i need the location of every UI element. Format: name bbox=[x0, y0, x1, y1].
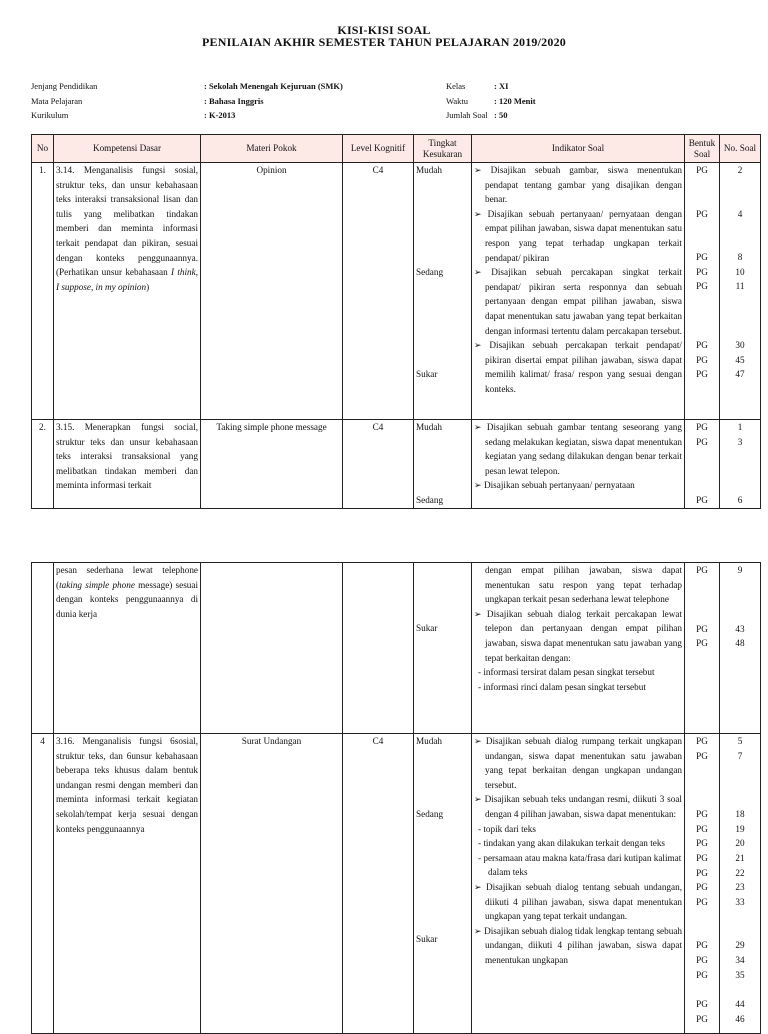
difficulty-label: Sedang bbox=[416, 267, 444, 277]
info-left-labels bbox=[31, 79, 97, 123]
question-number: 33 bbox=[735, 896, 745, 907]
indicator-item: ➢ Disajikan sebuah pertanyaan/ pernyataan dengan empat pilihan jawaban, siswa dapat menentukan satu respon yang tepat terhadap ungkapan terkait pendapat/ pikiran bbox=[474, 208, 682, 263]
pg-label: PG bbox=[696, 565, 708, 575]
question-number: 47 bbox=[735, 369, 745, 380]
indicator-subitem: - topik dari teks bbox=[478, 823, 536, 834]
row-number: 2. bbox=[32, 420, 54, 509]
question-number: 44 bbox=[735, 999, 745, 1010]
pg-label: PG bbox=[696, 339, 708, 350]
header-materi: Materi Pokok bbox=[201, 135, 343, 163]
nomor-soal bbox=[720, 420, 761, 509]
question-number: 22 bbox=[735, 867, 745, 878]
bentuk-soal bbox=[685, 734, 720, 1034]
pg-label: PG bbox=[696, 354, 708, 365]
pg-label: PG bbox=[696, 882, 708, 893]
level-kognitif: C4 bbox=[343, 163, 414, 420]
indicator-item: ➢ Disajikan sebuah teks undangan resmi, diikuti 3 soal dengan 4 pilihan jawaban, siswa dapat menentukan: bbox=[474, 794, 682, 819]
bentuk-soal bbox=[685, 163, 720, 420]
pg-label: PG bbox=[696, 208, 708, 219]
materi-pokok: Taking simple phone message bbox=[201, 420, 343, 509]
question-number: 10 bbox=[735, 266, 745, 277]
table-row bbox=[32, 563, 761, 734]
nomor-soal bbox=[720, 734, 761, 1034]
bentuk-soal bbox=[685, 563, 720, 734]
kd-italic: taking simple phone bbox=[59, 579, 135, 590]
row-number-empty bbox=[32, 563, 54, 734]
info-right-values bbox=[494, 79, 536, 123]
indicator-item: ➢ Disajikan sebuah percakapan terkait pendapat/ pikiran disertai empat pilihan jawaban, siswa dapat memilih kalimat/ frasa/ respon yang sesuai dengan konteks. bbox=[474, 340, 682, 394]
header-tingkat: Tingkat Kesukaran bbox=[414, 135, 472, 163]
indicator-item: ➢ Disajikan sebuah gambar, siswa menentukan pendapat tentang gambar yang disajikan dengan benar. bbox=[474, 165, 682, 205]
materi-pokok: Surat Undangan bbox=[201, 734, 343, 1034]
question-number: 34 bbox=[735, 954, 745, 965]
question-number: 4 bbox=[737, 208, 743, 219]
indicator-item: ➢ Disajikan sebuah gambar tentang seseorang yang sedang melakukan kegiatan, siswa dapat menentukan kegiatan yang sedang dilakukan dengan benar terkait pesan lewat telepon. bbox=[474, 422, 682, 476]
tingkat-kesukaran bbox=[414, 563, 472, 734]
pg-label: PG bbox=[696, 369, 708, 380]
difficulty-label: Sukar bbox=[416, 623, 438, 633]
info-value: : 120 Menit bbox=[494, 95, 536, 106]
question-number: 35 bbox=[735, 969, 745, 980]
question-number: 48 bbox=[735, 638, 745, 649]
question-number: 1 bbox=[737, 422, 743, 432]
info-label: Waktu bbox=[446, 95, 468, 106]
kisi-table-page-1 bbox=[31, 134, 761, 509]
header-no: No bbox=[32, 135, 54, 163]
indicator-item: ➢ Disajikan sebuah pertanyaan/ pernyataan bbox=[474, 480, 635, 491]
difficulty-label: Sukar bbox=[416, 369, 438, 379]
header-nosoal: No. Soal bbox=[720, 135, 761, 163]
difficulty-label: Sedang bbox=[416, 495, 444, 505]
pg-label: PG bbox=[696, 1013, 708, 1024]
kd-italic: I think, I suppose, in my opinion bbox=[56, 267, 199, 292]
kompetensi-dasar: 3.15. Menerapkan fungsi social, struktur teks dan unsur kebahasaan teks interaksi transaksional yang melibatkan tindakan memberi dan meminta informasi terkait bbox=[54, 420, 201, 509]
pg-label: PG bbox=[696, 281, 708, 292]
pg-label: PG bbox=[696, 954, 708, 965]
question-number: 3 bbox=[737, 436, 743, 447]
doc-title: KISI-KISI SOAL bbox=[337, 23, 431, 37]
pg-label: PG bbox=[696, 852, 708, 863]
kisi-table-page-2 bbox=[31, 562, 761, 1034]
indicator-subitem: - informasi rinci dalam pesan singkat tersebut bbox=[478, 681, 646, 692]
pg-label: PG bbox=[696, 266, 708, 277]
header-bentuk: Bentuk Soal bbox=[685, 135, 720, 163]
pg-label: PG bbox=[696, 422, 708, 432]
info-label: Kurikulum bbox=[31, 110, 69, 120]
kompetensi-dasar bbox=[54, 163, 201, 420]
question-number: 21 bbox=[735, 852, 745, 863]
indicator-item: ➢ Disajikan sebuah percakapan singkat terkait pendapat/ pikiran serta responnya dan sebuah pertanyaan dengan empat pilihan jawaban, siswa dapat menentukan satu jawaban yang tepat berkaitan dengan informasi tertentu dalam percakapan tersebut. bbox=[474, 267, 682, 336]
question-number: 18 bbox=[735, 809, 745, 820]
kd-text-end: message) sesuai dengan konteks penggunaannya di dunia kerja bbox=[56, 579, 199, 619]
question-number: 23 bbox=[735, 882, 745, 893]
row-number: 1. bbox=[32, 163, 54, 420]
difficulty-label: Mudah bbox=[416, 736, 443, 746]
header-level: Level Kognitif bbox=[343, 135, 414, 163]
level-kognitif-empty bbox=[343, 563, 414, 734]
question-number: 30 bbox=[735, 339, 745, 350]
kd-text: 3.14. Menganalisis fungsi sosial, struktur teks, dan unsur kebahasaan teks interaksi transaksional lisan dan tulis yang melibatkan tindakan memberi dan meminta informasi terkait pendapat dan pikiran, sesuai dengan konteks penggunaannya. (Perhatikan unsur kebahasaan bbox=[56, 165, 198, 278]
info-label: Mata Pelajaran bbox=[31, 95, 83, 106]
difficulty-label: Mudah bbox=[416, 422, 443, 432]
question-number: 9 bbox=[737, 565, 743, 575]
info-right-labels bbox=[446, 79, 488, 123]
nomor-soal bbox=[720, 563, 761, 734]
nomor-soal bbox=[720, 163, 761, 420]
kd-text-end: ) bbox=[146, 281, 150, 292]
materi-pokok-empty bbox=[201, 563, 343, 734]
pg-label: PG bbox=[696, 736, 708, 746]
question-number: 8 bbox=[737, 252, 743, 263]
info-value: : Sekolah Menengah Kejuruan (SMK) bbox=[204, 81, 343, 91]
info-label: Jenjang Pendidikan bbox=[31, 81, 98, 91]
page-gap bbox=[0, 510, 768, 560]
pg-label: PG bbox=[696, 252, 708, 263]
kompetensi-dasar bbox=[54, 563, 201, 734]
indicator-item: ➢ Disajikan sebuah dialog rumpang terkait ungkapan undangan, siswa dapat menentukan satu jawaban yang tepat berkaitan dengan ungkapan undangan tersebut. bbox=[474, 736, 682, 790]
question-number: 5 bbox=[737, 736, 743, 746]
row-number: 4 bbox=[32, 734, 54, 1034]
indicator-subitem: - informasi tersirat dalam pesan singkat tersebut bbox=[478, 667, 655, 678]
indikator-soal bbox=[472, 420, 685, 509]
kd-text: pesan sederhana lewat telephone ( bbox=[56, 565, 198, 590]
indicator-subitem: - persamaan atau makna kata/frasa dari kutipan kalimat dalam teks bbox=[478, 852, 682, 878]
document-page-1 bbox=[0, 0, 768, 510]
pg-label: PG bbox=[696, 638, 708, 649]
info-label: Kelas bbox=[446, 81, 466, 91]
question-number: 20 bbox=[735, 838, 745, 849]
question-number: 19 bbox=[735, 823, 745, 834]
table-row bbox=[32, 420, 761, 509]
tingkat-kesukaran bbox=[414, 163, 472, 420]
info-label: Jumlah Soal bbox=[446, 110, 488, 120]
table-header-row bbox=[32, 135, 761, 163]
table-row bbox=[32, 163, 761, 420]
materi-pokok: Opinion bbox=[201, 163, 343, 420]
pg-label: PG bbox=[696, 940, 708, 951]
question-number: 2 bbox=[737, 165, 743, 175]
indikator-soal bbox=[472, 163, 685, 420]
doc-subtitle: PENILAIAN AKHIR SEMESTER TAHUN PELAJARAN 2019/2020 bbox=[202, 35, 566, 49]
indicator-item: ➢ Disajikan sebuah dialog tentang sebuah undangan, diikuti 4 pilihan jawaban, siswa dapat menentukan ungkapan yang tepat terkait undangan. bbox=[474, 881, 682, 922]
indicator-item: ➢ Disajikan sebuah dialog tidak lengkap tentang sebuah undangan, diikuti 4 pilihan jawaban, siswa dapat menentukan ungkapan bbox=[474, 925, 682, 965]
difficulty-label: Sukar bbox=[416, 934, 438, 944]
bentuk-soal bbox=[685, 420, 720, 509]
indicator-item: ➢ Disajikan sebuah dialog terkait percakapan lewat telepon dan pertanyaan dengan empat pilihan jawaban, siswa dapat menentukan satu jawaban yang tepat berkaitan dengan: bbox=[474, 608, 682, 663]
pg-label: PG bbox=[696, 436, 708, 447]
pg-label: PG bbox=[696, 823, 708, 834]
pg-label: PG bbox=[696, 896, 708, 907]
question-number: 7 bbox=[737, 750, 743, 761]
pg-label: PG bbox=[696, 495, 708, 506]
document-page-2 bbox=[0, 560, 768, 1024]
indicator-item: dengan empat pilihan jawaban, siswa dapat menentukan satu respon yang tepat terhadap ungkapan terkait pesan sederhana lewat telephone bbox=[485, 565, 682, 605]
question-number: 45 bbox=[735, 354, 745, 365]
tingkat-kesukaran bbox=[414, 734, 472, 1034]
indikator-soal bbox=[472, 563, 685, 734]
pg-label: PG bbox=[696, 809, 708, 820]
info-value: : Bahasa Inggris bbox=[204, 95, 264, 106]
level-kognitif: C4 bbox=[343, 734, 414, 1034]
pg-label: PG bbox=[696, 838, 708, 849]
header-indikator: Indikator Soal bbox=[472, 135, 685, 163]
pg-label: PG bbox=[696, 623, 708, 634]
indikator-soal bbox=[472, 734, 685, 1034]
pg-label: PG bbox=[696, 867, 708, 878]
pg-label: PG bbox=[696, 969, 708, 980]
question-number: 11 bbox=[735, 281, 745, 292]
info-left-values bbox=[204, 79, 343, 123]
pg-label: PG bbox=[696, 165, 708, 175]
info-value: : 50 bbox=[494, 110, 508, 120]
question-number: 29 bbox=[735, 940, 745, 951]
difficulty-label: Mudah bbox=[416, 165, 443, 175]
info-value: : XI bbox=[494, 81, 509, 91]
question-number: 6 bbox=[737, 495, 743, 506]
kompetensi-dasar: 3.16. Menganalisis fungsi 6sosial, struktur teks, dan 6unsur kebahasaan beberapa teks khusus dalam bentuk undangan resmi dengan memberi dan meminta informasi terkait kegiatan sekolah/tempat kerja sesuai dengan konteks penggunaannya bbox=[54, 734, 201, 1034]
level-kognitif: C4 bbox=[343, 420, 414, 509]
difficulty-label: Sedang bbox=[416, 809, 444, 819]
question-number: 43 bbox=[735, 623, 745, 634]
tingkat-kesukaran bbox=[414, 420, 472, 509]
header-kompetensi: Kompetensi Dasar bbox=[54, 135, 201, 163]
pg-label: PG bbox=[696, 750, 708, 761]
pg-label: PG bbox=[696, 999, 708, 1010]
question-number: 46 bbox=[735, 1013, 745, 1024]
info-value: : K-2013 bbox=[204, 110, 236, 120]
indicator-subitem: - tindakan yang akan dilakukan terkait dengan teks bbox=[478, 838, 666, 849]
table-row bbox=[32, 734, 761, 1034]
